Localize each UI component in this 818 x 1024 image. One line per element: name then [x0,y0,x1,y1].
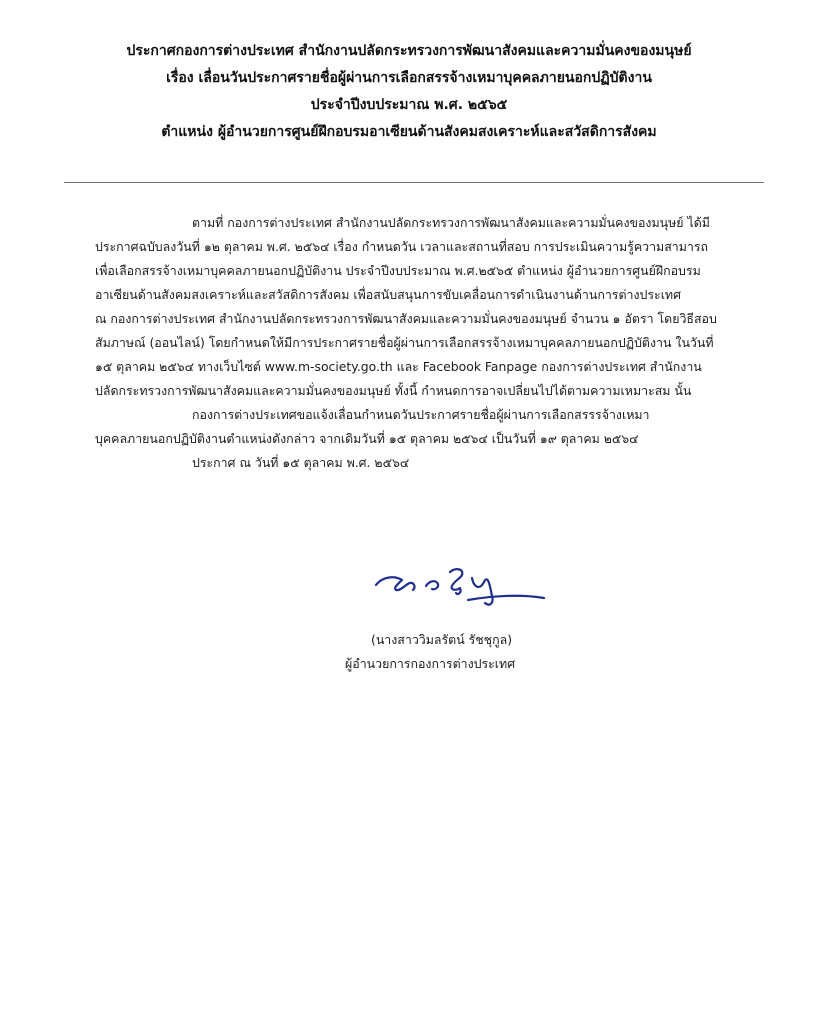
body-line: ประกาศฉบับลงวันที่ ๑๒ ตุลาคม พ.ศ. ๒๕๖๔ เรื่อง กำหนดวัน เวลาและสถานที่สอบ การประเมินความรู้ความสามารถ [95,239,709,254]
body-line: เพื่อเลือกสรรจ้างเหมาบุคคลภายนอกปฏิบัติงาน ประจำปีงบประมาณ พ.ศ.๒๕๖๕ ตำแหน่ง ผู้อำนวยการศูนย์ฝึกอบรม [95,263,701,278]
heading-subject-line: เรื่อง เลื่อนวันประกาศรายชื่อผู้ผ่านการเลือกสรรจ้างเหมาบุคคลภายนอกปฏิบัติงาน [166,70,652,86]
handwritten-signature [372,566,547,608]
body-line: ณ กองการต่างประเทศ สำนักงานปลัดกระทรวงการพัฒนาสังคมและความมั่นคงของมนุษย์ จำนวน ๑ อัตรา โดยวิธีสอบ [95,311,717,326]
heading-issuer-line: ประกาศกองการต่างประเทศ สำนักงานปลัดกระทรวงการพัฒนาสังคมและความมั่นคงของมนุษย์ [126,43,692,59]
body-line: อาเซียนด้านสังคมสงเคราะห์และสวัสดิการสังคม เพื่อสนับสนุนการขับเคลื่อนการดำเนินงานด้านการต่างประเทศ [95,287,681,302]
heading-position-line: ตำแหน่ง ผู้อำนวยการศูนย์ฝึกอบรมอาเซียนด้านสังคมสงเคราะห์และสวัสดิการสังคม [161,124,657,140]
body-line: กองการต่างประเทศขอแจ้งเลื่อนกำหนดวันประกาศรายชื่อผู้ผ่านการเลือกสรรรจ้างเหมา [192,407,650,422]
body-line: ๑๕ ตุลาคม ๒๕๖๔ ทางเว็บไซต์ www.m-society.go.th และ Facebook Fanpage กองการต่างประเทศ สำนักงาน [95,359,702,374]
heading-divider [64,182,764,183]
signer-name: (นางสาววิมลรัตน์ รัชชุกูล) [371,632,513,647]
body-line: บุคคลภายนอกปฏิบัติงานตำแหน่งดังกล่าว จากเดิมวันที่ ๑๕ ตุลาคม ๒๕๖๔ เป็นวันที่ ๑๙ ตุลาคม ๒๕๖๔ [95,431,639,446]
heading-fiscal-year-line: ประจำปีงบประมาณ พ.ศ. ๒๕๖๕ [310,97,508,113]
announcement-body [95,211,735,475]
signer-block [345,628,515,676]
body-line: ตามที่ กองการต่างประเทศ สำนักงานปลัดกระทรวงการพัฒนาสังคมและความมั่นคงของมนุษย์ ได้มี [192,215,710,230]
announcement-date-line: ประกาศ ณ วันที่ ๑๕ ตุลาคม พ.ศ. ๒๕๖๔ [192,455,410,470]
body-line: ปลัดกระทรวงการพัฒนาสังคมและความมั่นคงของมนุษย์ ทั้งนี้ กำหนดการอาจเปลี่ยนไปได้ตามความเหมาะสม นั้น [95,383,692,398]
announcement-heading [40,38,778,146]
body-line: สัมภาษณ์ (ออนไลน์) โดยกำหนดให้มีการประกาศรายชื่อผู้ผ่านการเลือกสรรจ้างเหมาบุคคลภายนอกปฏิบัติงาน ในวันที่ [95,335,714,350]
signer-title: ผู้อำนวยการกองการต่างประเทศ [345,656,516,671]
